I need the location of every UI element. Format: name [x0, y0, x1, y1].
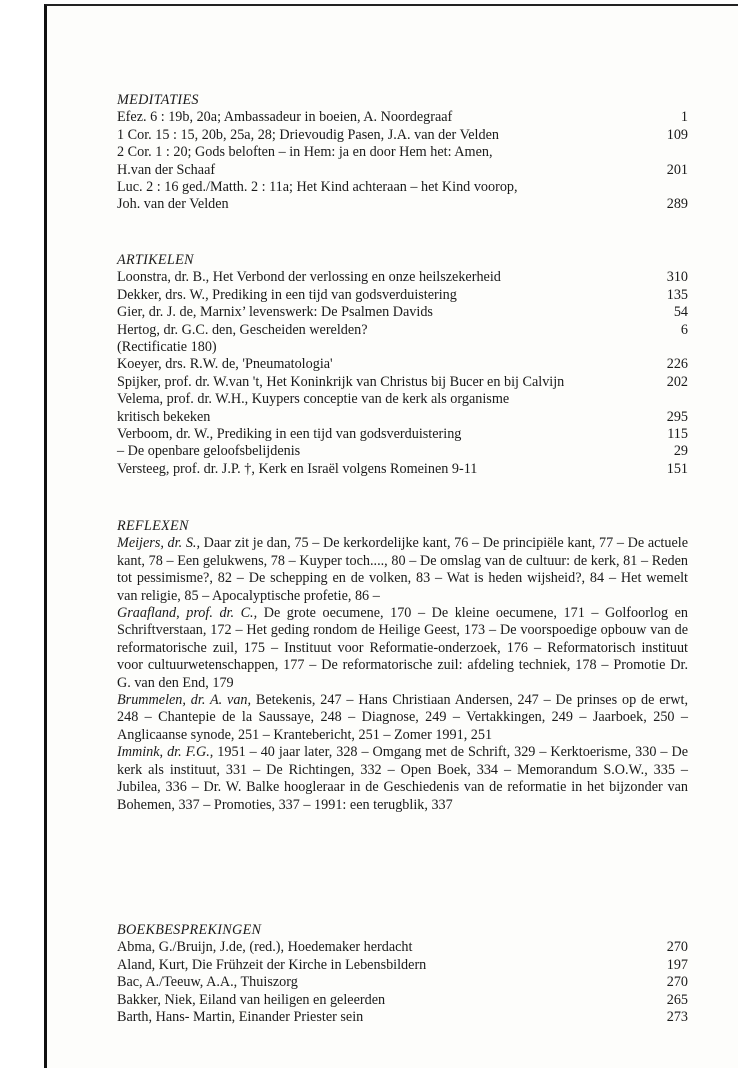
index-entry [117, 269, 688, 286]
document-page [44, 4, 738, 1068]
entry-page: 54 [673, 304, 688, 321]
index-entry [117, 939, 688, 956]
entry-text: Hertog, dr. G.C. den, Gescheiden werelden? [117, 321, 368, 338]
index-entry [117, 304, 688, 321]
index-entry [117, 339, 688, 356]
section-meditaties [117, 92, 688, 214]
entry-text: H.van der Schaaf [117, 161, 216, 178]
entry-text: Luc. 2 : 16 ged./Matth. 2 : 11a; Het Kind achteraan – het Kind voorop, [117, 179, 518, 196]
entry-page: 1 [680, 109, 688, 126]
section-heading: ARTIKELEN [117, 252, 194, 268]
reflexen-paragraph [117, 744, 688, 814]
index-entry [117, 179, 688, 196]
entry-page: 202 [666, 373, 688, 390]
entry-page: 265 [666, 991, 688, 1008]
entry-text: Abma, G./Bruijn, J.de, (red.), Hoedemaker herdacht [117, 939, 413, 956]
index-entry [117, 1009, 688, 1026]
paragraph-author: Graafland, prof. dr. C., [117, 605, 258, 622]
index-entry [117, 196, 688, 213]
index-entry [117, 409, 688, 426]
index-entry [117, 443, 688, 460]
entry-text: Velema, prof. dr. W.H., Kuypers conceptie van de kerk als organisme [117, 391, 510, 408]
paragraph-author: Meijers, dr. S., [117, 535, 201, 552]
entry-page: 135 [666, 286, 688, 303]
reflexen-paragraph [117, 605, 688, 692]
entry-text: (Rectificatie 180) [117, 339, 217, 356]
entry-page: 6 [680, 321, 688, 338]
paragraph-text: Betekenis, 247 – Hans Christiaan Andersen, 247 – De prinses op de erwt, 248 – Chantepie de la Saussaye, 248 – Diagnose, 249 – Vertakkingen, 249 – Jaarboek, 250 – Anglicaanse synode, 251 – Krantebericht, 251 – Zomer 1991, 251 [117, 692, 689, 743]
index-entry [117, 127, 688, 144]
section-heading: MEDITATIES [117, 92, 199, 108]
entry-text: Spijker, prof. dr. W.van 't, Het Koninkrijk van Christus bij Bucer en bij Calvijn [117, 373, 565, 390]
entry-text: Joh. van der Velden [117, 196, 229, 213]
index-entry [117, 322, 688, 339]
entry-page: 109 [666, 126, 688, 143]
index-entry [117, 109, 688, 126]
entry-text: 2 Cor. 1 : 20; Gods beloften – in Hem: ja en door Hem het: Amen, [117, 144, 493, 161]
index-entry [117, 374, 688, 391]
entry-page: 270 [666, 974, 688, 991]
entry-page: 29 [673, 443, 688, 460]
entry-page: 115 [667, 426, 688, 443]
index-entry [117, 461, 688, 478]
paragraph-author: Brummelen, dr. A. van, [117, 692, 252, 709]
entry-page: 273 [666, 1009, 688, 1026]
paragraph-text: De grote oecumene, 170 – De kleine oecumene, 171 – Golfoorlog en Schriftverstaan, 172 – Het geding rondom de Heilige Geest, 173 – De voorspoedige opbouw van de reformatorische zuil, 175 – Instituut voor Reformatie-onderzoek, 176 – Reformatorisch instituut voor cultuurwetenschappen, 177 – De reformatorische zuil: afdeling techniek, 178 – Promotie Dr. G. van den End, 179 [117, 605, 688, 691]
section-reflexen [117, 518, 688, 814]
index-entry [117, 974, 688, 991]
section-artikelen [117, 252, 688, 478]
entry-text: Bac, A./Teeuw, A.A., Thuiszorg [117, 974, 298, 991]
index-entry [117, 287, 688, 304]
entry-text: Efez. 6 : 19b, 20a; Ambassadeur in boeien, A. Noordegraaf [117, 109, 453, 126]
index-entry [117, 426, 688, 443]
reflexen-paragraph [117, 692, 688, 744]
entry-text: Dekker, drs. W., Prediking in een tijd van godsverduistering [117, 286, 457, 303]
entry-text: Barth, Hans- Martin, Einander Priester sein [117, 1009, 364, 1026]
paragraph-text: 1951 – 40 jaar later, 328 – Omgang met de Schrift, 329 – Kerktoerisme, 330 – De kerk als instituut, 331 – De Richtingen, 332 – Open Boek, 334 – Memorandum S.O.W., 335 – Jubilea, 336 – Dr. W. Balke hoogleraar in de Geschiedenis van de reformatie in het bijzonder van Bohemen, 337 – Promoties, 337 – 1991: een terugblik, 337 [117, 744, 688, 813]
entry-text: Versteeg, prof. dr. J.P. †, Kerk en Israël volgens Romeinen 9-11 [117, 460, 478, 477]
entry-page: 295 [666, 408, 688, 425]
entry-text: Loonstra, dr. B., Het Verbond der verlossing en onze heilszekerheid [117, 269, 501, 286]
entry-text: 1 Cor. 15 : 15, 20b, 25a, 28; Drievoudig Pasen, J.A. van der Velden [117, 126, 499, 143]
index-entry [117, 391, 688, 408]
index-entry [117, 992, 688, 1009]
paragraph-author: Immink, dr. F.G., [117, 744, 214, 761]
entry-page: 270 [666, 939, 688, 956]
index-entry [117, 144, 688, 161]
paragraph-text: Daar zit je dan, 75 – De kerkordelijke kant, 76 – De principiële kant, 77 – De actuele kant, 78 – Een gelukwens, 78 – Kuyper toch...., 80 – De omslag van de cultuur: de kerk, 81 – Reden tot pessimisme?, 82 – De schepping en de volken, 83 – Wat is heden wijsheid?, 84 – Het wemelt van religie, 85 – Apocalyptische profetie, 86 – [117, 535, 688, 604]
entry-text: Aland, Kurt, Die Frühzeit der Kirche in Lebensbildern [117, 956, 427, 973]
entry-page: 151 [666, 460, 688, 477]
entry-page: 310 [666, 269, 688, 286]
reflexen-paragraph [117, 535, 688, 605]
index-entry [117, 162, 688, 179]
entry-page: 197 [666, 956, 688, 973]
entry-page: 289 [666, 196, 688, 213]
entry-text: Bakker, Niek, Eiland van heiligen en geleerden [117, 991, 386, 1008]
section-heading: REFLEXEN [117, 518, 189, 534]
entry-page: 201 [666, 161, 688, 178]
entry-page: 226 [666, 356, 688, 373]
entry-text: kritisch bekeken [117, 408, 211, 425]
index-entry [117, 957, 688, 974]
entry-text: Koeyer, drs. R.W. de, 'Pneumatologia' [117, 356, 333, 373]
section-boekbesprekingen [117, 922, 688, 1026]
entry-text: Gier, dr. J. de, Marnix’ levenswerk: De Psalmen Davids [117, 304, 433, 321]
entry-text: – De openbare geloofsbelijdenis [117, 443, 301, 460]
entry-text: Verboom, dr. W., Prediking in een tijd van godsverduistering [117, 426, 462, 443]
section-heading: BOEKBESPREKINGEN [117, 922, 262, 938]
index-entry [117, 356, 688, 373]
